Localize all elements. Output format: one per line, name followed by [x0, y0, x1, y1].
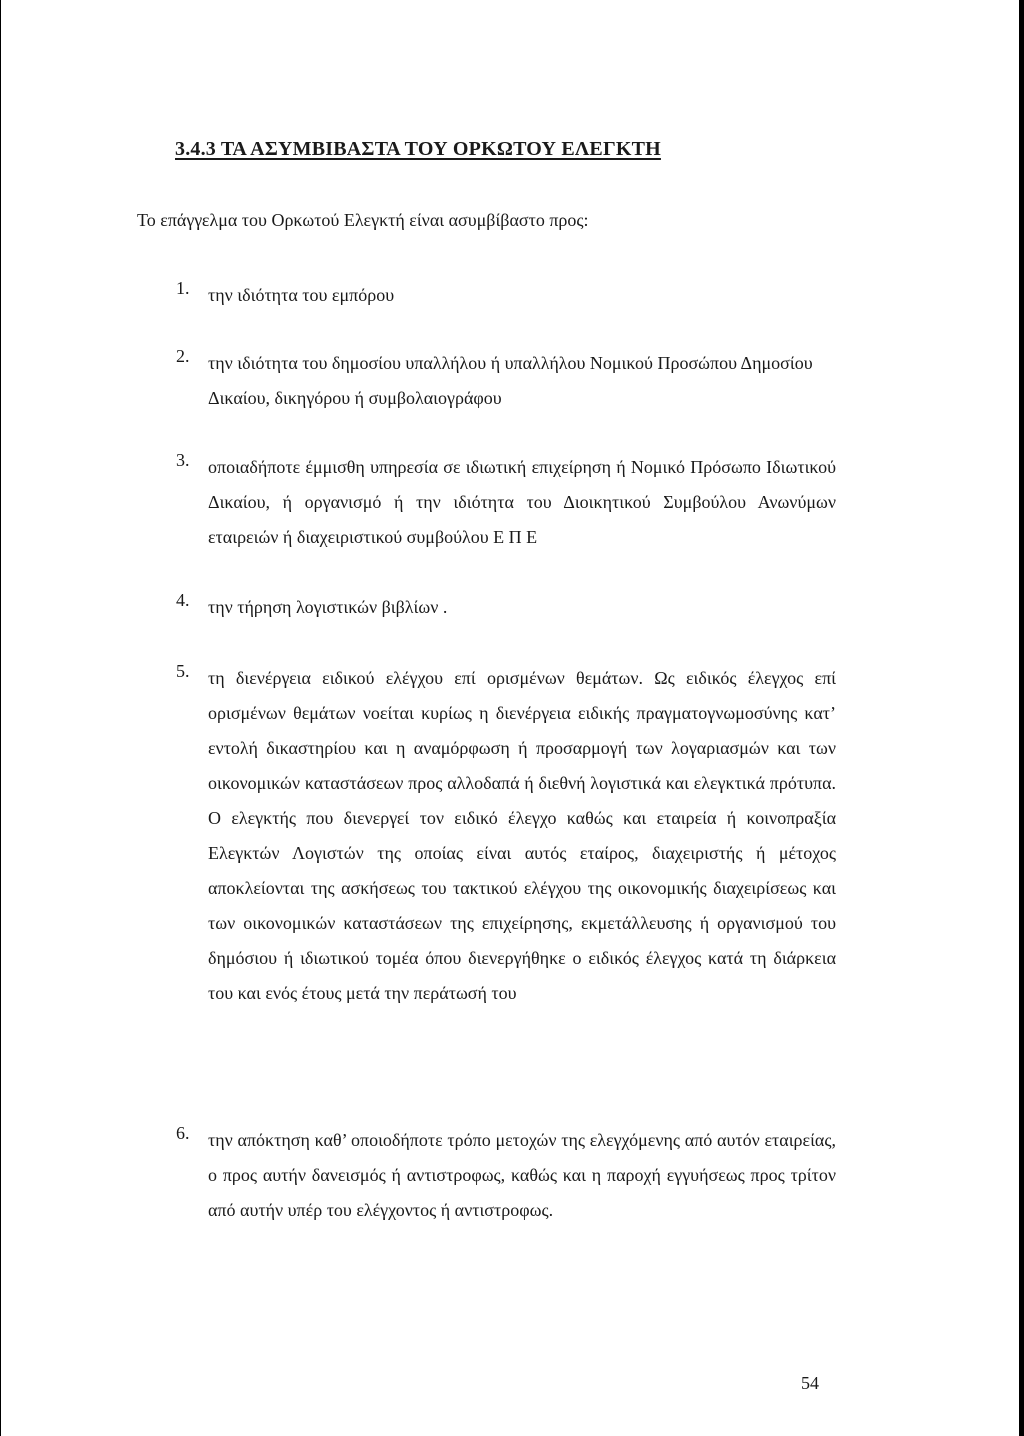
- page-number: 54: [801, 1373, 819, 1393]
- list-item-text: την ιδιότητα του εμπόρου: [208, 285, 395, 305]
- list-item-number: 4.: [176, 590, 190, 610]
- list-item-number: 3.: [176, 450, 190, 470]
- list-item: [176, 1123, 836, 1228]
- list-item-text: τη διενέργεια ειδικού ελέγχου επί ορισμένων θεμάτων. Ως ειδικός έλεγχος επί ορισμένων θεμάτων νοείται κυρίως η διενέργεια ειδικής πραγματογνωμοσύνης κατ’ εντολή δικαστηρίου και η αναμόρφωση ή προσαρμογή των λογαριασμών και των οικονομικών καταστάσεων προς αλλοδαπά ή διεθνή λογιστικά και ελεγκτικά πρότυπα. Ο ελεγκτής που διενεργεί τον ειδικό έλεγχο καθώς και εταιρεία ή κοινοπραξία Ελεγκτών Λογιστών της οποίας είναι αυτός εταίρος, διαχειριστής ή μέτοχος αποκλείονται της ασκήσεως του τακτικού ελέγχου της οικονομικής διαχειρίσεως και των οικονομικών καταστάσεων της επιχείρησης, εκμετάλλευσης ή οργανισμού του δημόσιου ή ιδιωτικού τομέα όπου διενεργήθηκε ο ειδικός έλεγχος κατά τη διάρκεια του και ενός έτους μετά την περάτωσή του: [208, 668, 836, 1003]
- list-item-text: την ιδιότητα του δημοσίου υπαλλήλου ή υπαλλήλου Νομικού Προσώπου Δημοσίου Δικαίου, δικηγόρου ή συμβολαιογράφου: [208, 353, 813, 408]
- document-page: [1, 0, 1019, 1436]
- list-item-text: την τήρηση λογιστικών βιβλίων .: [208, 597, 448, 617]
- intro-paragraph: Το επάγγελμα του Ορκωτού Ελεγκτή είναι ασυμβίβαστο προς:: [137, 210, 589, 230]
- list-item-number: 1.: [176, 278, 190, 298]
- list-item: [176, 450, 836, 555]
- list-item: [176, 590, 836, 625]
- list-item-number: 2.: [176, 346, 190, 366]
- list-item-text: οποιαδήποτε έμμισθη υπηρεσία σε ιδιωτική επιχείρηση ή Νομικό Πρόσωπο Ιδιωτικού Δικαίου, ή οργανισμό ή την ιδιότητα του Διοικητικού Συμβούλου Ανωνύμων εταιρειών ή διαχειριστικού συμβούλου Ε Π Ε: [208, 457, 836, 547]
- list-item-number: 5.: [176, 661, 190, 681]
- list-item-number: 6.: [176, 1123, 190, 1143]
- list-item-text: την απόκτηση καθ’ οποιοδήποτε τρόπο μετοχών της ελεγχόμενης από αυτόν εταιρείας, ο προς αυτήν δανεισμός ή αντιστροφως, καθώς και η παροχή εγγυήσεως προς τρίτον από αυτήν υπέρ του ελέγχοντος ή αντιστροφως.: [208, 1130, 836, 1220]
- list-item: [176, 346, 836, 416]
- list-item: [176, 661, 836, 1011]
- section-heading: 3.4.3 ΤΑ ΑΣΥΜΒΙΒΑΣΤΑ ΤΟΥ ΟΡΚΩΤΟΥ ΕΛΕΓΚΤΗ: [175, 138, 661, 160]
- list-item: [176, 278, 836, 313]
